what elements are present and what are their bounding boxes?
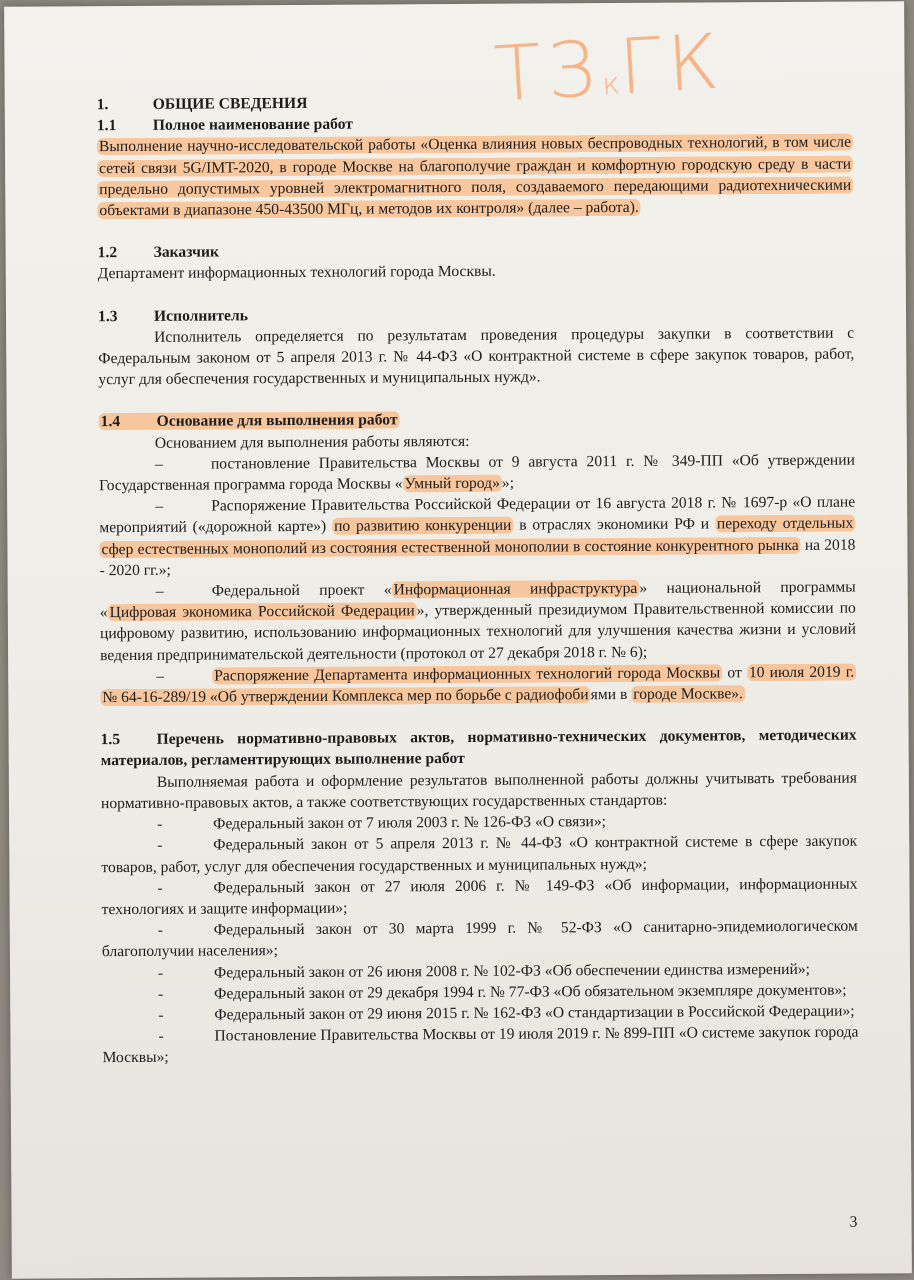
list-item: – Распоряжение Департамента информационных технологий города Москвы от 10 июля 2019 г. № 64-16-289/19 «Об утверждении Комплекса мер по борьбе с радиофоби ями в городе Москве». <box>102 663 855 707</box>
handwritten-note: ТЗкГК <box>492 16 728 119</box>
list-item: - Федеральный закон от 5 апреля 2013 г. № 44-ФЗ «О контрактной системе в сфере закупок товаров, работ, услуг для обеспечения государственных и муниципальных нужд»; <box>101 832 858 876</box>
subsection-heading-1-2: 1.2 Заказчик <box>97 243 219 262</box>
subsection-heading-1-3: 1.3 Исполнитель <box>97 306 248 325</box>
document-page <box>4 1 912 1278</box>
document-body <box>97 90 859 1069</box>
law-list <box>101 810 859 1069</box>
paragraph-1-3: Исполнитель определяется по результатам проведения процедуры закупки в соответствии с Федеральным законом от 5 апреля 2013 г. № 44-ФЗ «О контрактной системе в сфере закупок товаров, работ, услуг для обеспечения государственных и муниципальных нужд». <box>98 324 855 389</box>
section-heading: 1. ОБЩИЕ СВЕДЕНИЯ <box>96 94 308 114</box>
list-item: - Федеральный закон от 29 декабря 1994 г. № 77-ФЗ «Об обязательном экземпляре документов»; <box>158 981 847 1003</box>
list-item: – Федеральной проект « Информационная инфраструктура » национальной программы « Цифровая экономика Российской Федерации », утвержденный президиумом Правительственной комиссии по цифровому развитию, использованию информационных технологий для улучшения качества жизни и условий ведения предпринимательской деятельности (протокол от 27 декабря 2018 г. № 6); <box>99 578 856 664</box>
list-item: - Федеральный закон от 7 июля 2003 г. № 126-ФЗ «О связи»; <box>157 813 606 833</box>
list-item: – Распоряжение Правительства Российской Федерации от 16 августа 2018 г. № 1697-р «О плане мероприятий («дорожной карте») по развитию конкуренции в отраслях экономики РФ и переходу отдельных сфер естественных монополий из состояния естественной монополии в состояние конкурентного рынка на 2018 - 2020 гг.»; <box>99 493 856 580</box>
paragraph-1-1 <box>97 132 854 221</box>
highlighted-text: Выполнение научно-исследовательской работы «Оценка влияния новых беспроводных технологий, в том числе сетей связи 5G/IMT-2020, в городе Москве на благополучие граждан и комфортную городскую среду в части предельно допустимых уровней электромагнитного поля, создаваемого передающими радиотехническими объектами в диапазоне 450-43500 МГц, и методов их контроля» (далее – работа). <box>98 133 852 220</box>
subsection-heading-1-1: 1.1 Полное наименование работ <box>96 115 353 135</box>
list-item: – постановление Правительства Москвы от 9 августа 2011 г. № 349-ПП «Об утверждении Государственная программа города Москвы « Умный город» »; <box>98 451 855 495</box>
list-item: - Федеральный закон от 27 июля 2006 г. № 149-ФЗ «Об информации, информационных технологиях и защите информации»; <box>101 875 858 919</box>
paragraph-1-2: Департамент информационных технологий города Москвы. <box>97 263 496 283</box>
paragraph-1-4-intro: Основанием для выполнения работы являются: <box>154 432 470 452</box>
list-item: - Федеральный закон от 30 марта 1999 г. № 52-ФЗ «О санитарно-эпидемиологическом благополучии населения»; <box>101 917 858 961</box>
subsection-heading-1-4: 1.4 Основание для выполнения работ <box>100 411 398 431</box>
page-number: 3 <box>849 1213 858 1231</box>
list-item: - Федеральный закон от 29 июня 2015 г. № 162-ФЗ «О стандартизации в Российской Федерации»; <box>158 1002 855 1024</box>
subsection-heading-1-5: 1.5 Перечень нормативно-правовых актов, нормативно-технических документов, методических материалов, регламентирующих выполнение работ <box>100 726 857 770</box>
list-item: - Федеральный закон от 26 июня 2008 г. № 102-ФЗ «Об обеспечении единства измерений»; <box>157 960 811 982</box>
list-item: - Постановление Правительства Москвы от 19 июля 2019 г. № 899-ПП «О системе закупок города Москвы»; <box>102 1023 859 1067</box>
paragraph-1-5-intro: Выполняемая работа и оформление результатов выполненной работы должны учитывать требования нормативно-правовых актов, а также соответствующих государственных стандартов: <box>100 769 857 813</box>
